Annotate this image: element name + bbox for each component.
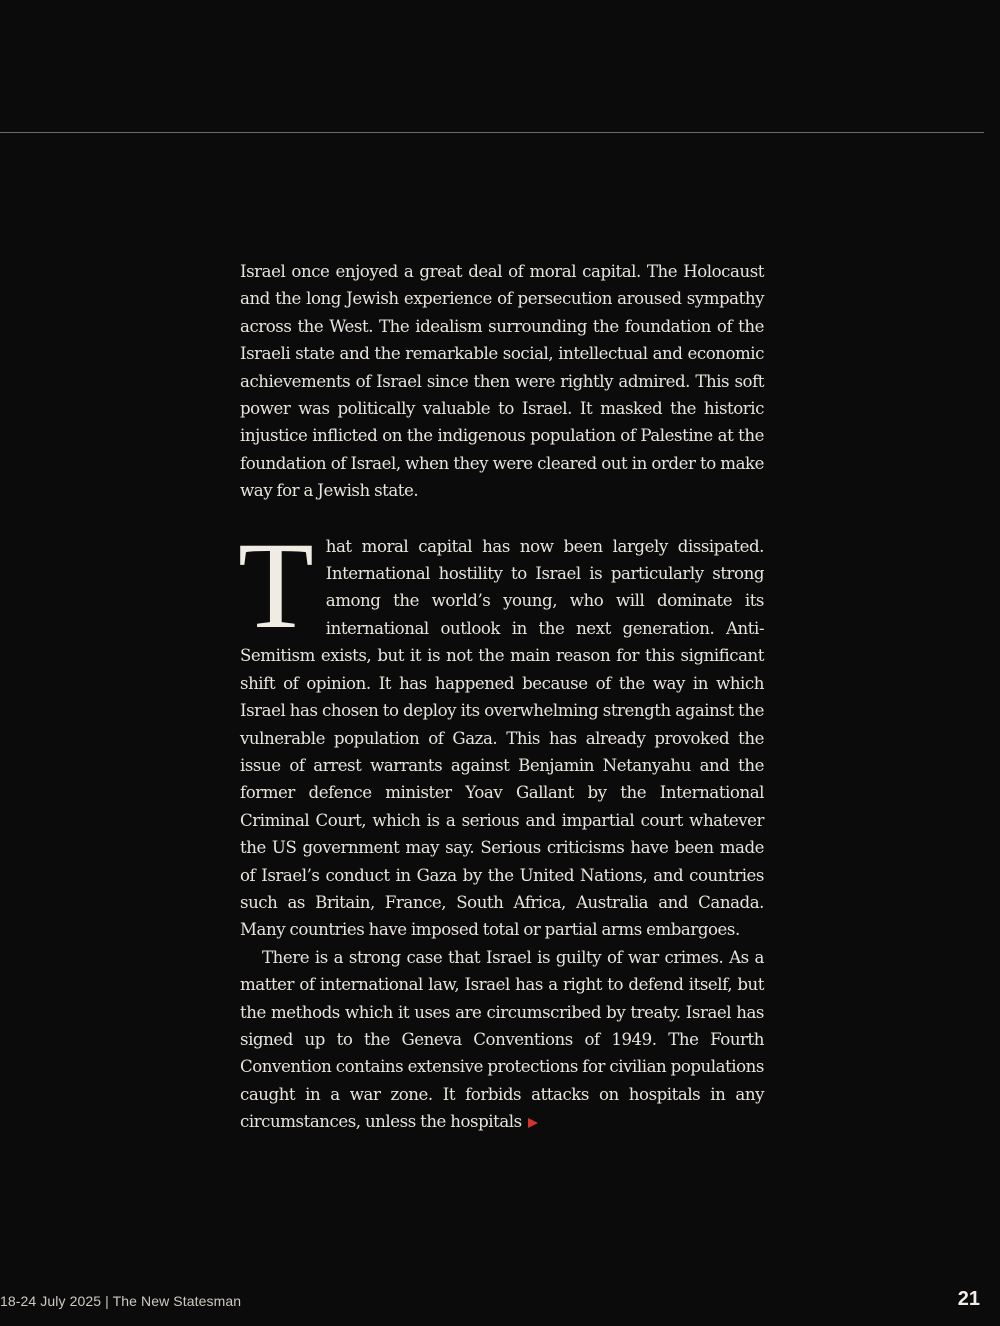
article-paragraph-text: hat moral capital has now been largely dissipated. International hostility to Israel is particularly strong among the world’s young, who will dominate its international outlook in the next generation. Anti-Semitism exists, but it is not the main reason for this significant shift of opinion. It has happened because of the way in which Israel has chosen to deploy its overwhelming strength against the vulnerable population of Gaza. This has already provoked the issue of arrest warrants against Benjamin Netanyahu and the former defence minister Yoav Gallant by the International Criminal Court, which is a serious and impartial court whatever the US government may say. Serious criticisms have been made of Israel’s conduct in Gaza by the United Nations, and countries such as Britain, France, South Africa, Australia and Canada. Many countries have imposed total or partial arms embargoes. [240, 536, 764, 940]
continue-arrow-icon [528, 1118, 538, 1128]
page-number: 21 [957, 1288, 980, 1310]
article-paragraph [240, 944, 764, 1136]
article-paragraph-with-dropcap [238, 516, 764, 944]
article-paragraph: Israel once enjoyed a great deal of moral capital. The Holocaust and the long Jewish experience of persecution aroused sympathy across the West. The idealism surrounding the foundation of the Israeli state and the remarkable social, intellectual and economic achievements of Israel since then were rightly admired. This soft power was politically valuable to Israel. It masked the historic injustice inflicted on the indigenous population of Palestine at the foundation of Israel, when they were cleared out in order to make way for a Jewish state. [240, 262, 764, 501]
article-paragraph-text: There is a strong case that Israel is guilty of war crimes. As a matter of international law, Israel has a right to defend itself, but the methods which it uses are circumscribed by treaty. Israel has signed up to the Geneva Conventions of 1949. The Fourth Convention contains extensive protections for civilian populations caught in a war zone. It forbids attacks on hospitals in any circumstances, unless the hospitals [240, 947, 764, 1132]
article-body [240, 258, 764, 1136]
issue-date-publication: 18-24 July 2025 | The New Statesman [0, 1293, 242, 1309]
drop-cap: T [238, 516, 314, 654]
top-divider [0, 132, 984, 133]
